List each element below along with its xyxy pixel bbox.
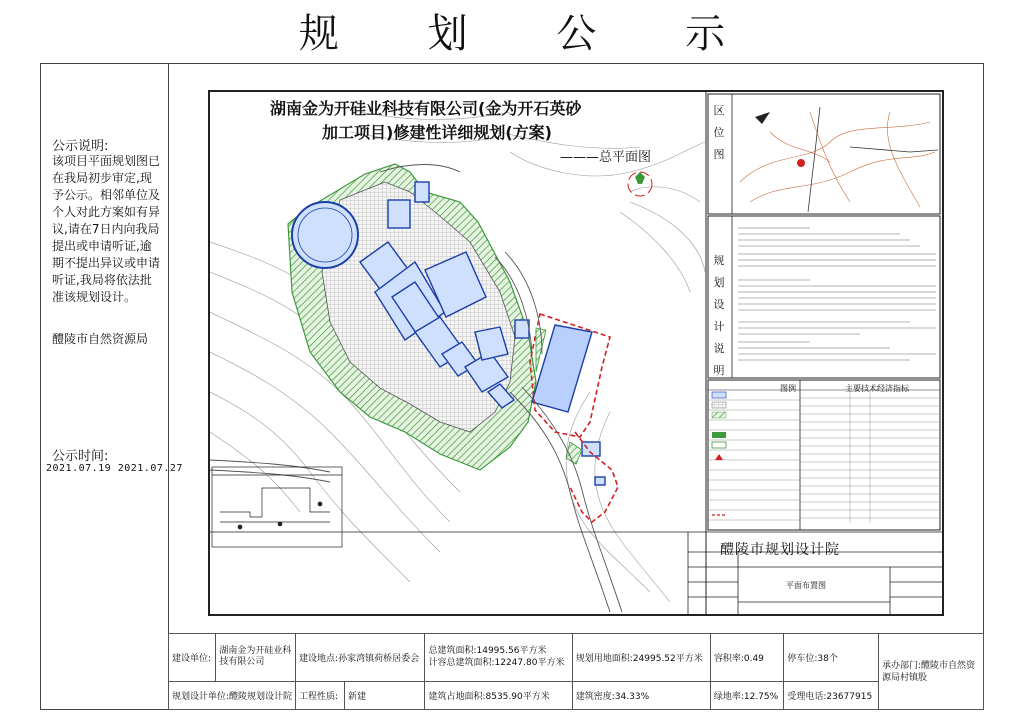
design-institute-name: 醴陵市规划设计院 (720, 542, 840, 558)
location-map (708, 94, 940, 214)
location-label: 建设地点: (299, 653, 339, 664)
construction-unit-value: 湖南金为开硅业科技有限公司 (216, 634, 296, 682)
area-totals (425, 634, 572, 682)
notice-heading: 公示说明: (52, 139, 109, 154)
cross-section-inset (212, 467, 342, 547)
location-value: 孙家湾镇荷桥居委会 (338, 653, 420, 664)
site-plan-drawing (210, 92, 942, 614)
parking-spaces: 停车位:38个 (784, 634, 879, 682)
land-area: 规划用地面积:24995.52平方米 (572, 634, 710, 682)
construction-unit-label: 建设单位: (169, 634, 216, 682)
design-unit: 规划设计单位:醴陵规划设计院 (169, 681, 296, 709)
design-notes-label: 规 划 设 计 说 明 (713, 254, 725, 377)
north-marker (628, 172, 652, 196)
total-area: 总建筑面积:14995.56平方米 (428, 646, 547, 657)
info-row-2 (169, 681, 984, 709)
capacity-area: 计容总建筑面积:12247.80平方米 (428, 658, 565, 669)
legend-heading: 图例 (780, 384, 796, 393)
project-nature-value: 新建 (345, 681, 425, 709)
info-row-1 (169, 634, 984, 682)
plan-title-line2: 加工项目)修建性详细规划(方案) (322, 123, 552, 142)
notice-body: 该项目平面规划图已在我局初步审定,现予公示。相邻单位及个人对此方案如有异议,请在7日内向我局提出或申请听证,逾期不提出异议或申请听证,我局将依法批准该规划设计。 (52, 154, 161, 304)
building-footprint: 建筑占地面积:8535.90平方米 (425, 681, 572, 709)
building-density: 建筑密度:34.33% (572, 681, 710, 709)
left-divider (168, 63, 169, 633)
undertaking-department: 承办部门:醴陵市自然资源局村镇股 (879, 634, 984, 710)
plan-title-line1: 湖南金为开硅业科技有限公司(金为开石英砂 (270, 99, 582, 118)
plan-subtitle: ———总平面图 (560, 150, 652, 165)
project-info-table (168, 633, 984, 710)
page-title: 规 划 公 示 (298, 11, 764, 57)
construction-location (296, 634, 425, 682)
notice-time-heading: 公示时间: (52, 449, 109, 464)
floor-area-ratio: 容积率:0.49 (710, 634, 784, 682)
notice-time-range: 2021.07.19 2021.07.27 (46, 463, 183, 474)
notice-org: 醴陵市自然资源局 (52, 332, 149, 346)
technical-indicators-heading: 主要技术经济指标 (845, 384, 909, 393)
green-ratio: 绿地率:12.75% (710, 681, 784, 709)
hotline-phone: 受理电话:23677915 (784, 681, 879, 709)
drawing-name: 平面布置图 (786, 581, 826, 590)
legend-panel (708, 380, 940, 530)
design-notes-panel (708, 216, 940, 378)
location-map-label: 区 位 图 (713, 104, 725, 161)
project-nature-label: 工程性质: (296, 681, 345, 709)
round-tank (292, 202, 358, 268)
